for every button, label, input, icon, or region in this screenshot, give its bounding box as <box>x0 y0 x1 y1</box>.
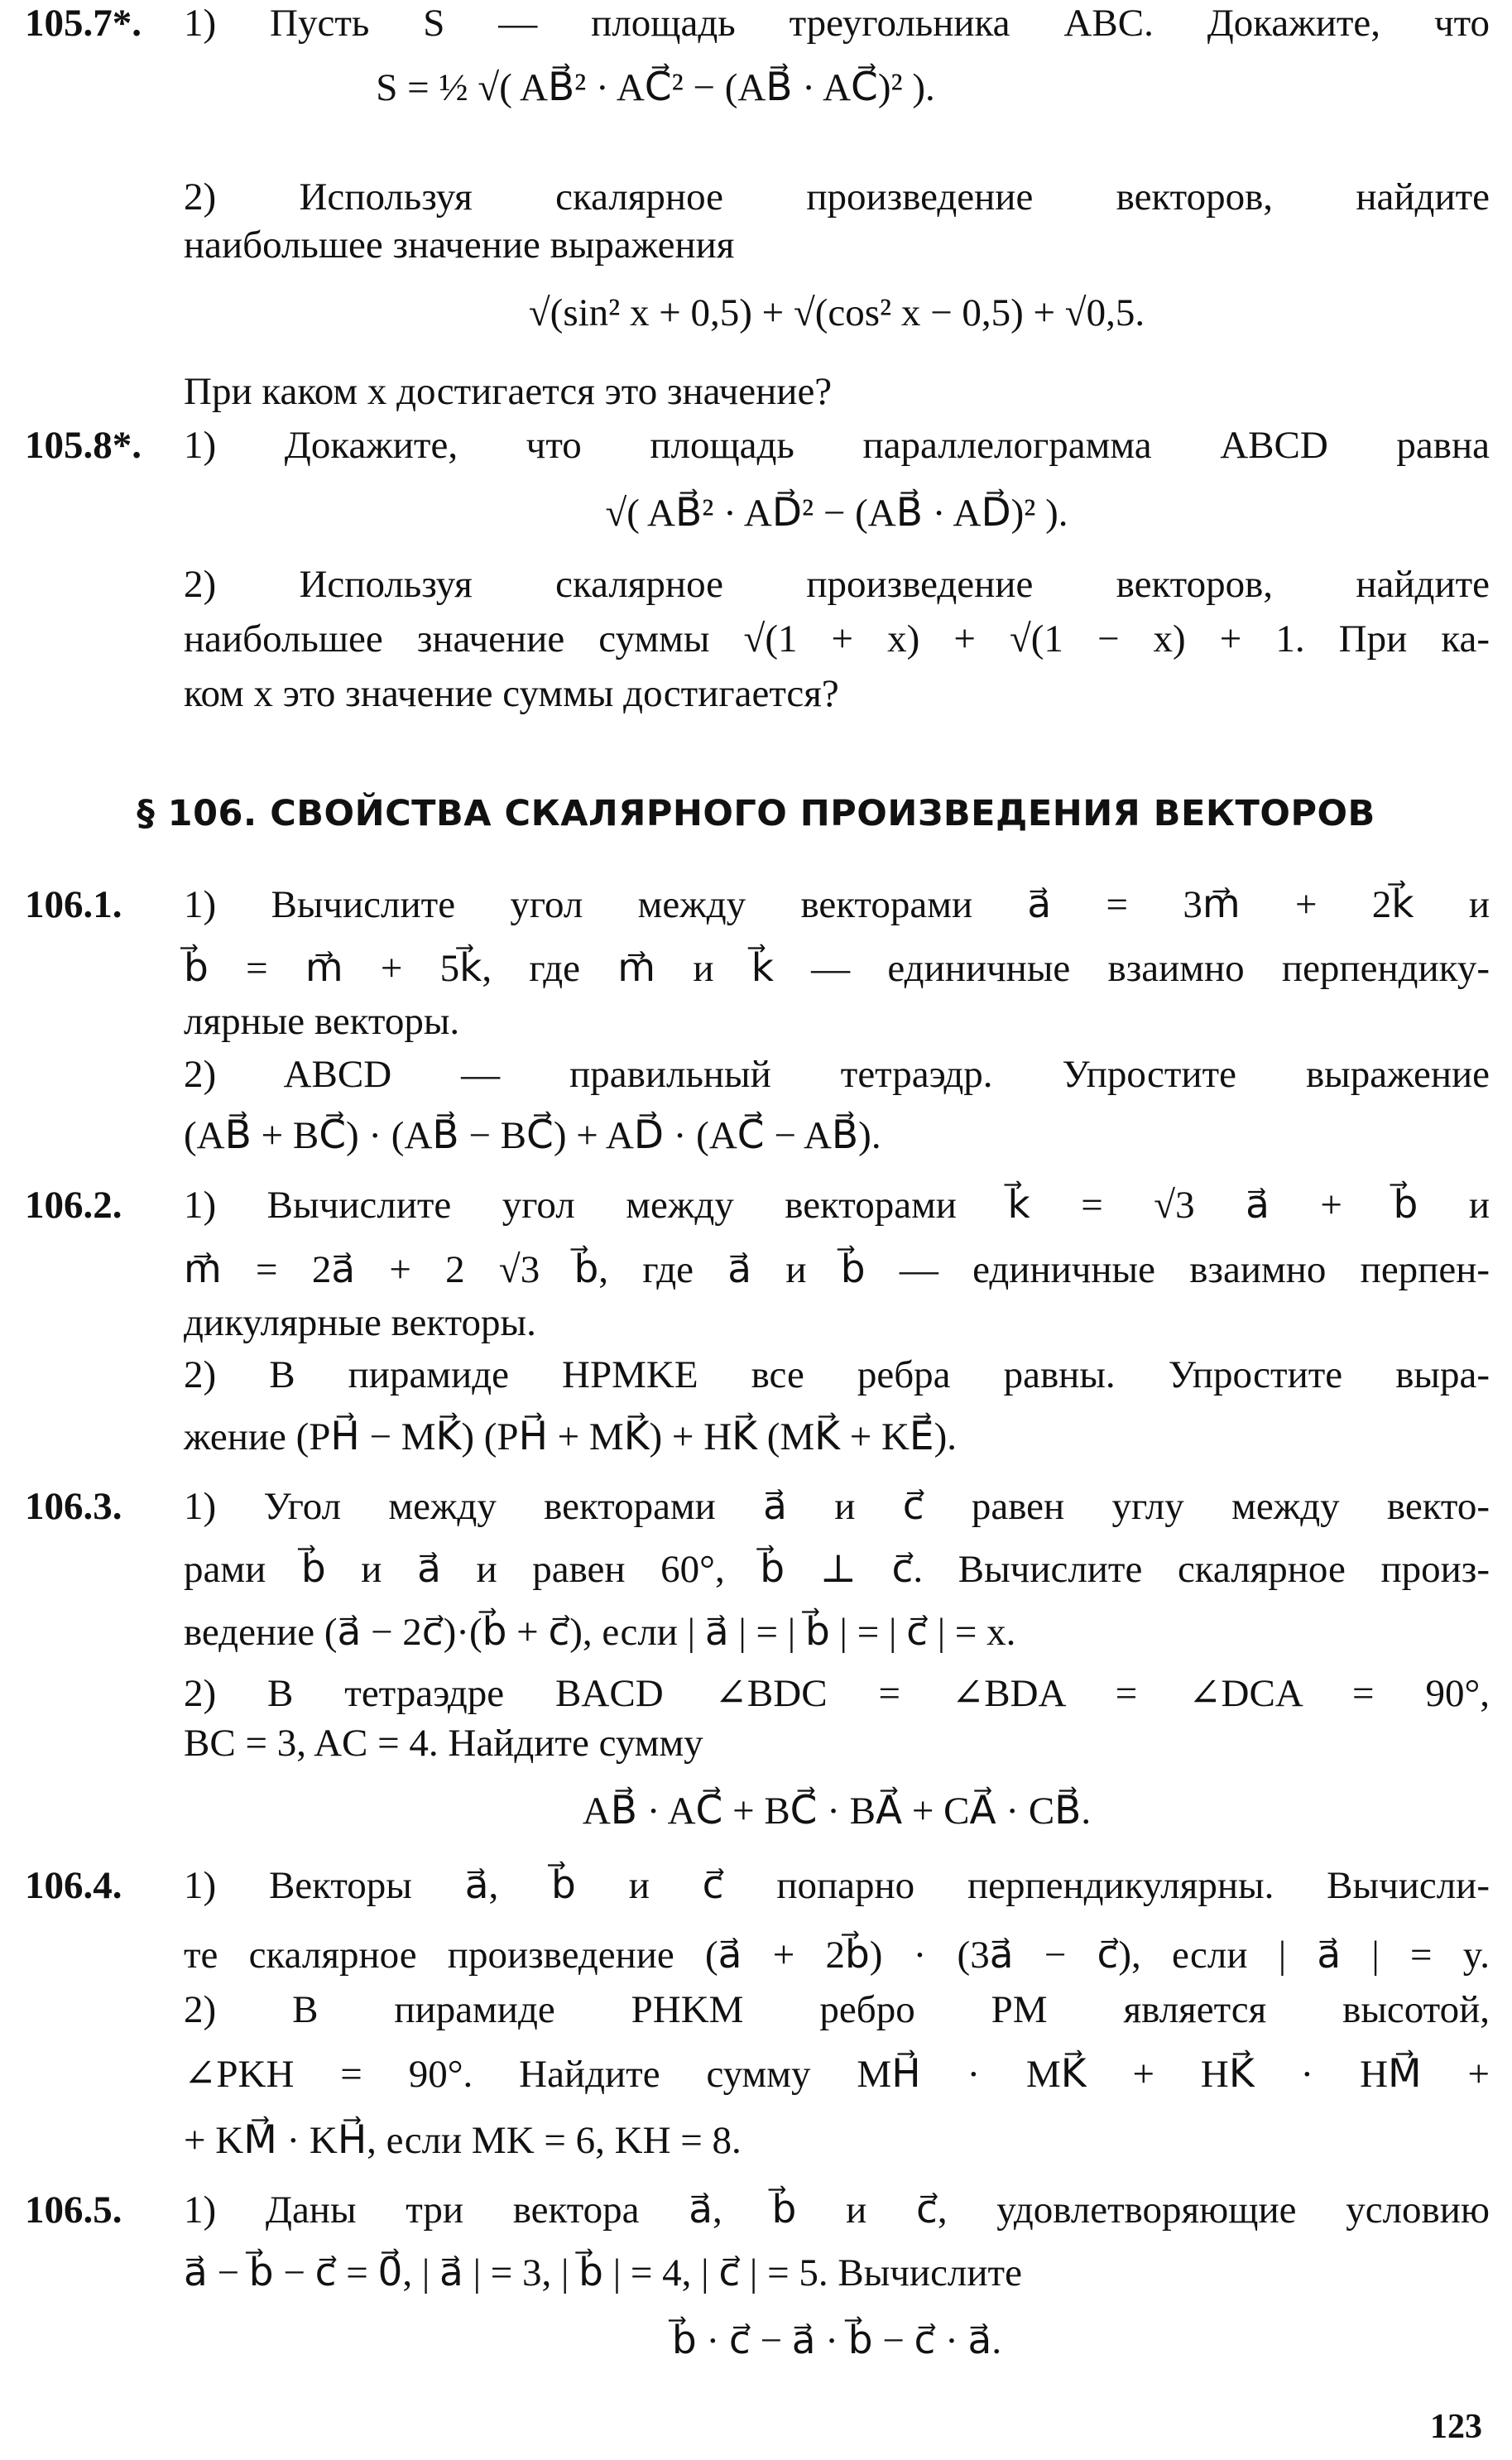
problem-number: 106.4. <box>25 1864 122 1907</box>
problem-text: 2) ABCD — правильный тетраэдр. Упростите выражение <box>184 1053 1490 1096</box>
problem-text: ком x это значение суммы достигается? <box>184 672 839 715</box>
problem-text: b⃗ = m⃗ + 5k⃗, где m⃗ и k⃗ — единичные взаимно перпендику- <box>184 947 1490 990</box>
problem-text: 1) Даны три вектора a⃗, b⃗ и c⃗, удовлетворяющие условию <box>184 2189 1490 2232</box>
problem-text: ведение (a⃗ − 2c⃗)·(b⃗ + c⃗), если | a⃗ | = | b⃗ | = | c⃗ | = x. <box>184 1611 1016 1654</box>
problem-number: 106.3. <box>25 1485 122 1528</box>
problem-number: 105.7*. <box>25 2 142 45</box>
formula: √( AB⃗² · AD⃗² − (AB⃗ · AD⃗)² ). <box>605 492 1068 535</box>
problem-text: лярные векторы. <box>184 1000 460 1043</box>
problem-text: ∠PKH = 90°. Найдите сумму MH⃗ · MK⃗ + HK⃗ · HM⃗ + <box>184 2053 1490 2096</box>
formula: AB⃗ · AC⃗ + BC⃗ · BA⃗ + CA⃗ · CB⃗. <box>582 1790 1092 1833</box>
problem-text: При каком x достигается это значение? <box>184 370 833 413</box>
problem-text: те скалярное произведение (a⃗ + 2b⃗) · (3a⃗ − c⃗), если | a⃗ | = y. <box>184 1934 1490 1977</box>
formula: (AB⃗ + BC⃗) · (AB⃗ − BC⃗) + AD⃗ · (AC⃗ − AB⃗). <box>184 1114 881 1157</box>
problem-number: 106.2. <box>25 1184 122 1227</box>
problem-text: рами b⃗ и a⃗ и равен 60°, b⃗ ⊥ c⃗. Вычислите скалярное произ- <box>184 1548 1490 1591</box>
problem-text: наибольшее значение выражения <box>184 223 735 267</box>
problem-text: 2) В пирамиде PHKM ребро PM является высотой, <box>184 1988 1490 2031</box>
problem-text: 1) Вычислите угол между векторами a⃗ = 3m⃗ + 2k⃗ и <box>184 883 1490 926</box>
problem-text: 2) Используя скалярное произведение векторов, найдите <box>184 175 1490 219</box>
problem-text: 1) Пусть S — площадь треугольника ABC. Докажите, что <box>184 2 1490 45</box>
problem-text: a⃗ − b⃗ − c⃗ = 0⃗, | a⃗ | = 3, | b⃗ | = 4, | c⃗ | = 5. Вычислите <box>184 2251 1022 2294</box>
formula: жение (PH⃗ − MK⃗) (PH⃗ + MK⃗) + HK⃗ (MK⃗ + KE⃗). <box>184 1415 958 1458</box>
problem-text: 2) Используя скалярное произведение векторов, найдите <box>184 563 1490 606</box>
page-number: 123 <box>1430 2408 1482 2446</box>
problem-number: 106.5. <box>25 2189 122 2232</box>
problem-text: 2) В пирамиде HPMKE все ребра равны. Упростите выра- <box>184 1353 1490 1396</box>
problem-text: 1) Векторы a⃗, b⃗ и c⃗ попарно перпендикулярны. Вычисли- <box>184 1864 1490 1907</box>
problem-text: 1) Докажите, что площадь параллелограмма ABCD равна <box>184 424 1490 467</box>
problem-number: 106.1. <box>25 883 122 926</box>
problem-text: дикулярные векторы. <box>184 1301 536 1344</box>
problem-text: наибольшее значение суммы √(1 + x) + √(1 − x) + 1. При ка- <box>184 617 1490 661</box>
problem-text: m⃗ = 2a⃗ + 2 √3 b⃗, где a⃗ и b⃗ — единичные взаимно перпен- <box>184 1248 1490 1291</box>
problem-text: 2) В тетраэдре BACD ∠BDC = ∠BDA = ∠DCA = 90°, <box>184 1672 1490 1715</box>
formula: S = ½ √( AB⃗² · AC⃗² − (AB⃗ · AC⃗)² ). <box>376 66 935 109</box>
problem-number: 105.8*. <box>25 424 142 467</box>
formula: √(sin² x + 0,5) + √(cos² x − 0,5) + √0,5. <box>528 291 1145 334</box>
formula: + KM⃗ · KH⃗, если MK = 6, KH = 8. <box>184 2119 742 2162</box>
problem-text: BC = 3, AC = 4. Найдите сумму <box>184 1722 703 1765</box>
formula: b⃗ · c⃗ − a⃗ · b⃗ − c⃗ · a⃗. <box>671 2319 1002 2362</box>
problem-text: 1) Вычислите угол между векторами k⃗ = √3 a⃗ + b⃗ и <box>184 1184 1490 1227</box>
section-title: § 106. СВОЙСТВА СКАЛЯРНОГО ПРОИЗВЕДЕНИЯ ВЕКТОРОВ <box>137 793 1375 834</box>
problem-text: 1) Угол между векторами a⃗ и c⃗ равен углу между векто- <box>184 1485 1490 1528</box>
